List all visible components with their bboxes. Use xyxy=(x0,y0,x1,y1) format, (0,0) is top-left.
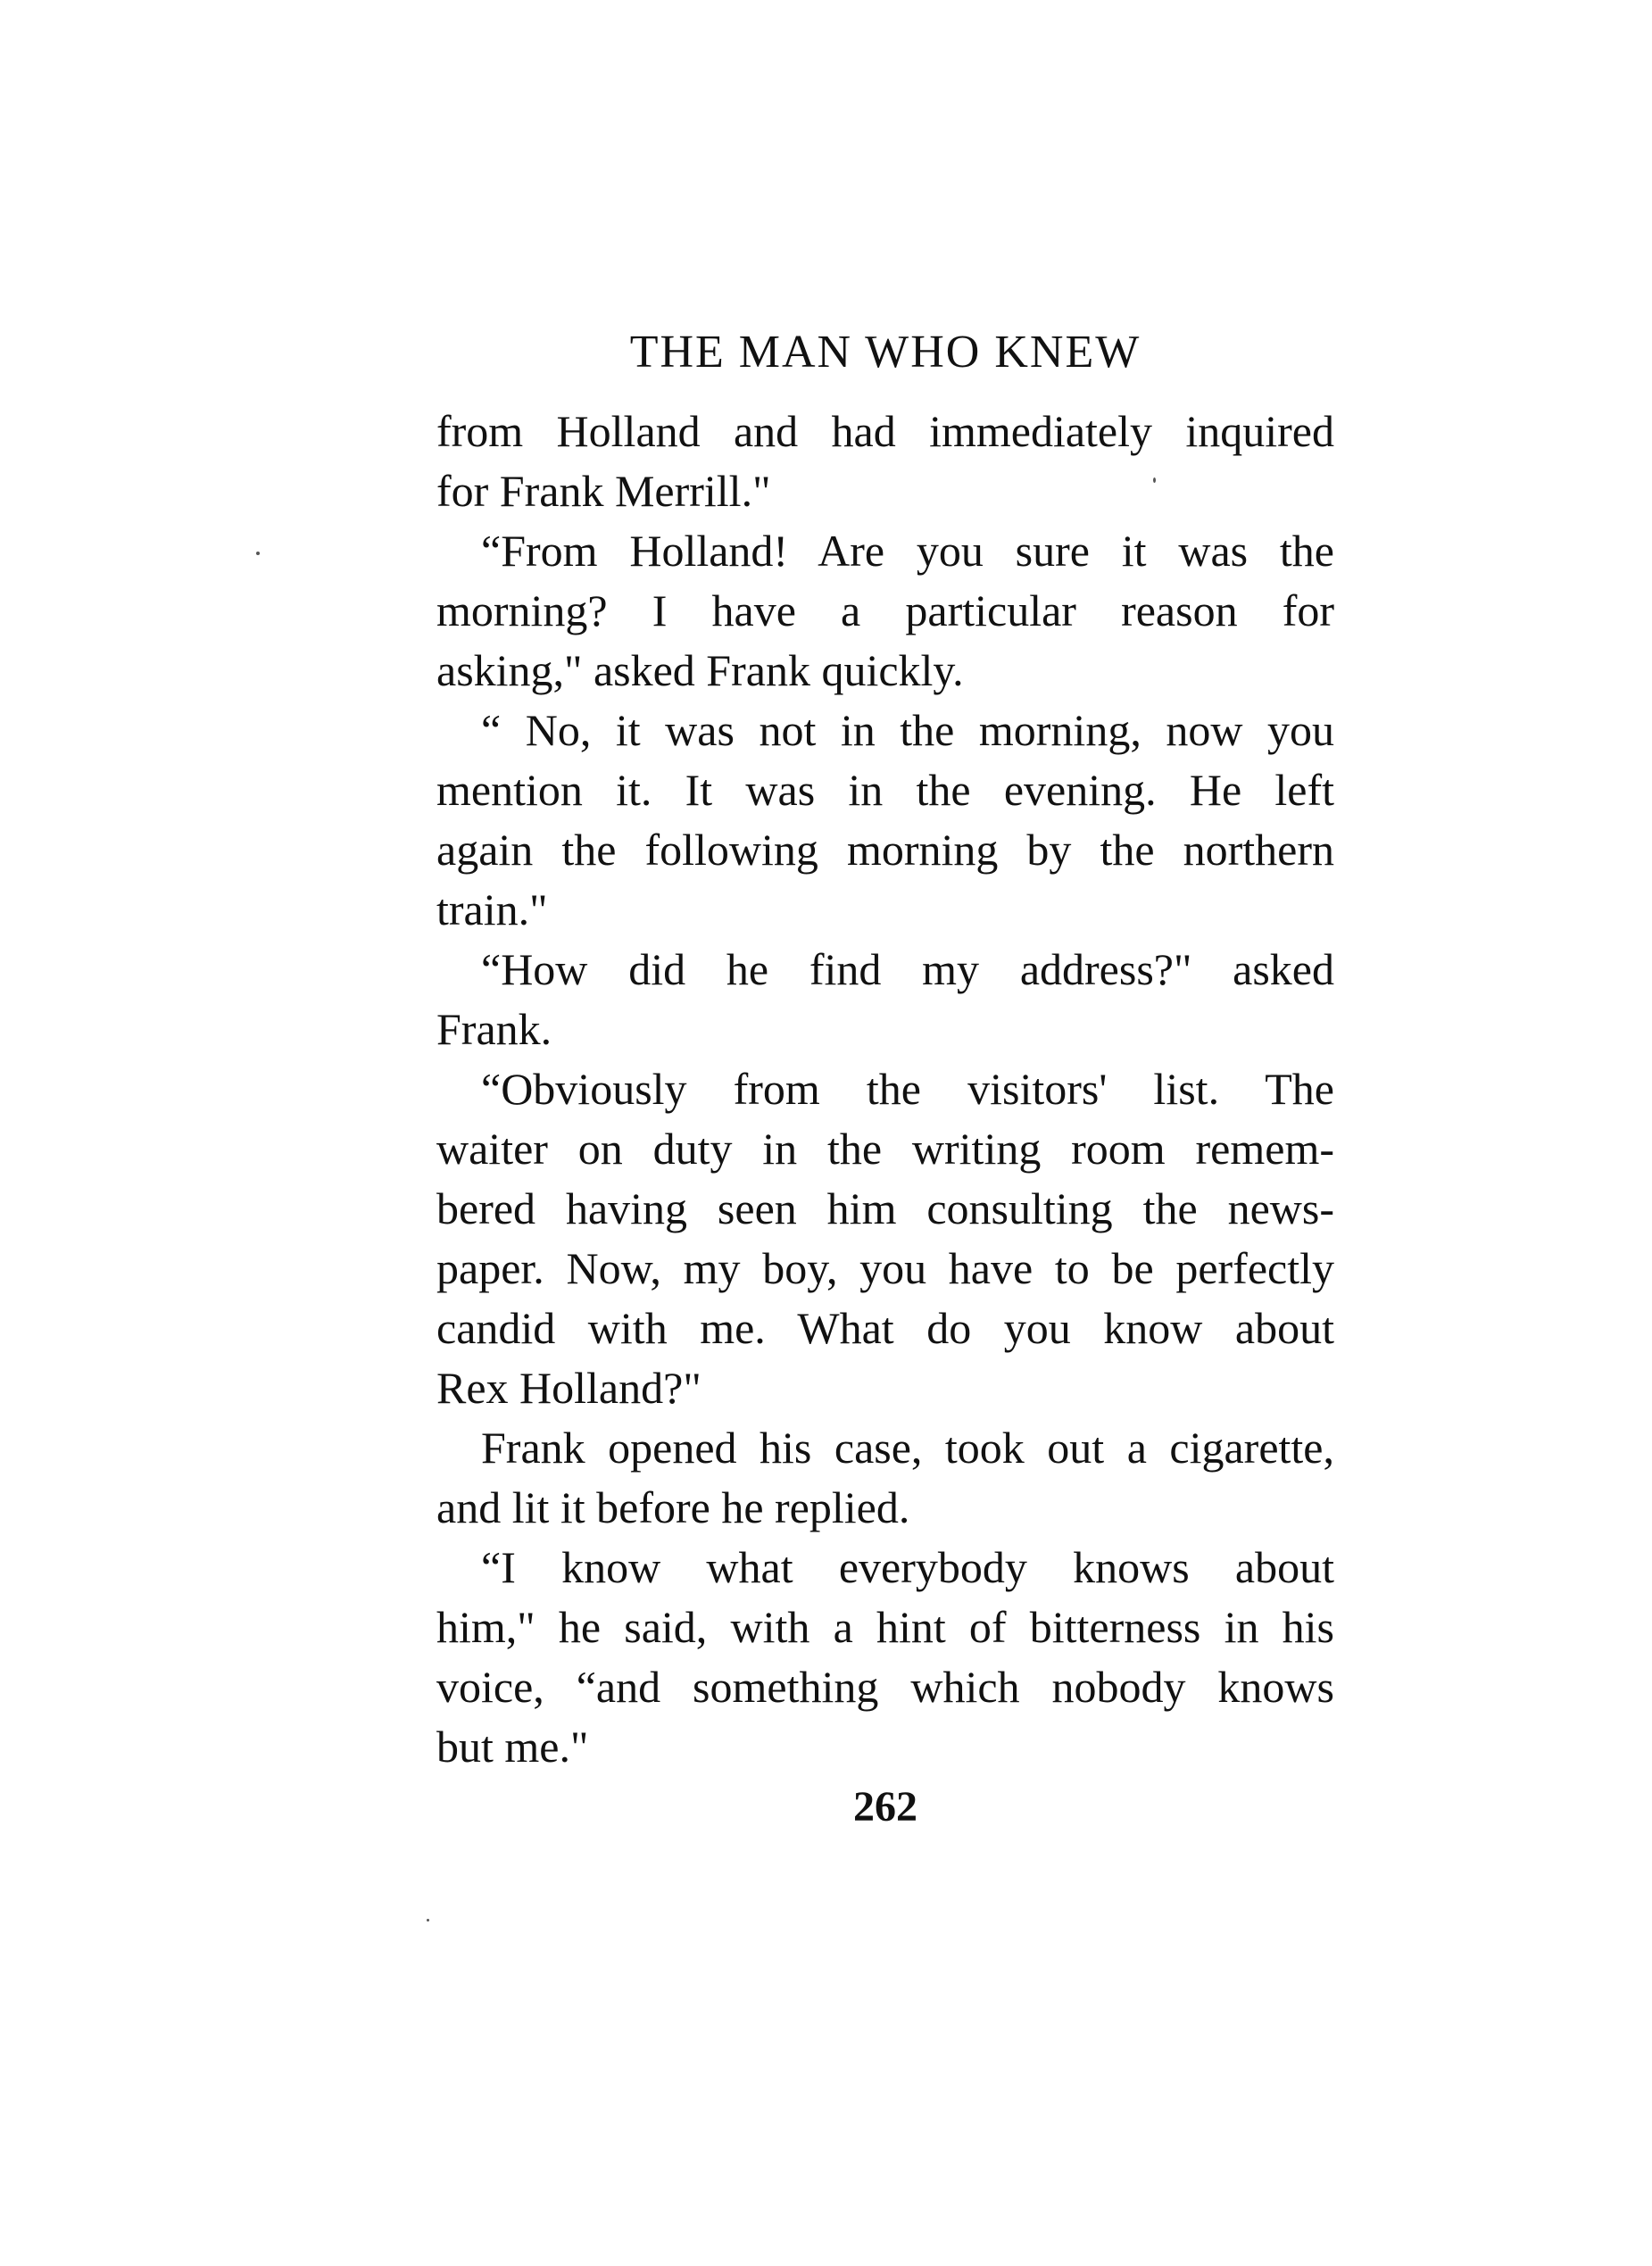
scan-speck xyxy=(427,1919,429,1922)
text-line: paper. Now, my boy, you have to be perfectly xyxy=(436,1243,1334,1293)
text-line: morning? I have a particular reason for xyxy=(436,585,1334,635)
text-line: “Obviously from the visitors' list. The xyxy=(481,1064,1334,1114)
text-line: Frank. xyxy=(436,1004,552,1054)
body-text xyxy=(436,402,1334,1777)
text-line: “From Holland! Are you sure it was the xyxy=(481,526,1334,576)
text-line: for Frank Merrill." xyxy=(436,466,771,516)
text-line: but me." xyxy=(436,1722,589,1772)
text-line: “ No, it was not in the morning, now you xyxy=(481,705,1334,755)
text-line: waiter on duty in the writing room remem- xyxy=(436,1124,1334,1174)
text-line: train." xyxy=(436,884,548,934)
text-line: “How did he find my address?" asked xyxy=(481,944,1334,994)
text-line: him," he said, with a hint of bitterness in his xyxy=(436,1602,1334,1652)
scan-speck xyxy=(256,552,260,555)
page-number: 262 xyxy=(853,1783,917,1830)
text-line: “I know what everybody knows about xyxy=(481,1542,1334,1592)
text-line: and lit it before he replied. xyxy=(436,1482,910,1532)
text-line: Frank opened his case, took out a cigarette, xyxy=(481,1423,1334,1473)
text-line: from Holland and had immediately inquired xyxy=(436,406,1334,456)
text-line: bered having seen him consulting the news- xyxy=(436,1183,1334,1233)
text-line: candid with me. What do you know about xyxy=(436,1303,1334,1353)
text-line: again the following morning by the northern xyxy=(436,825,1334,875)
scan-speck xyxy=(1153,477,1156,483)
text-line: mention it. It was in the evening. He left xyxy=(436,765,1334,815)
text-line: asking," asked Frank quickly. xyxy=(436,645,964,695)
running-head: THE MAN WHO KNEW xyxy=(629,327,1141,378)
text-line: voice, “and something which nobody knows xyxy=(436,1662,1334,1712)
text-line: Rex Holland?" xyxy=(436,1363,701,1413)
